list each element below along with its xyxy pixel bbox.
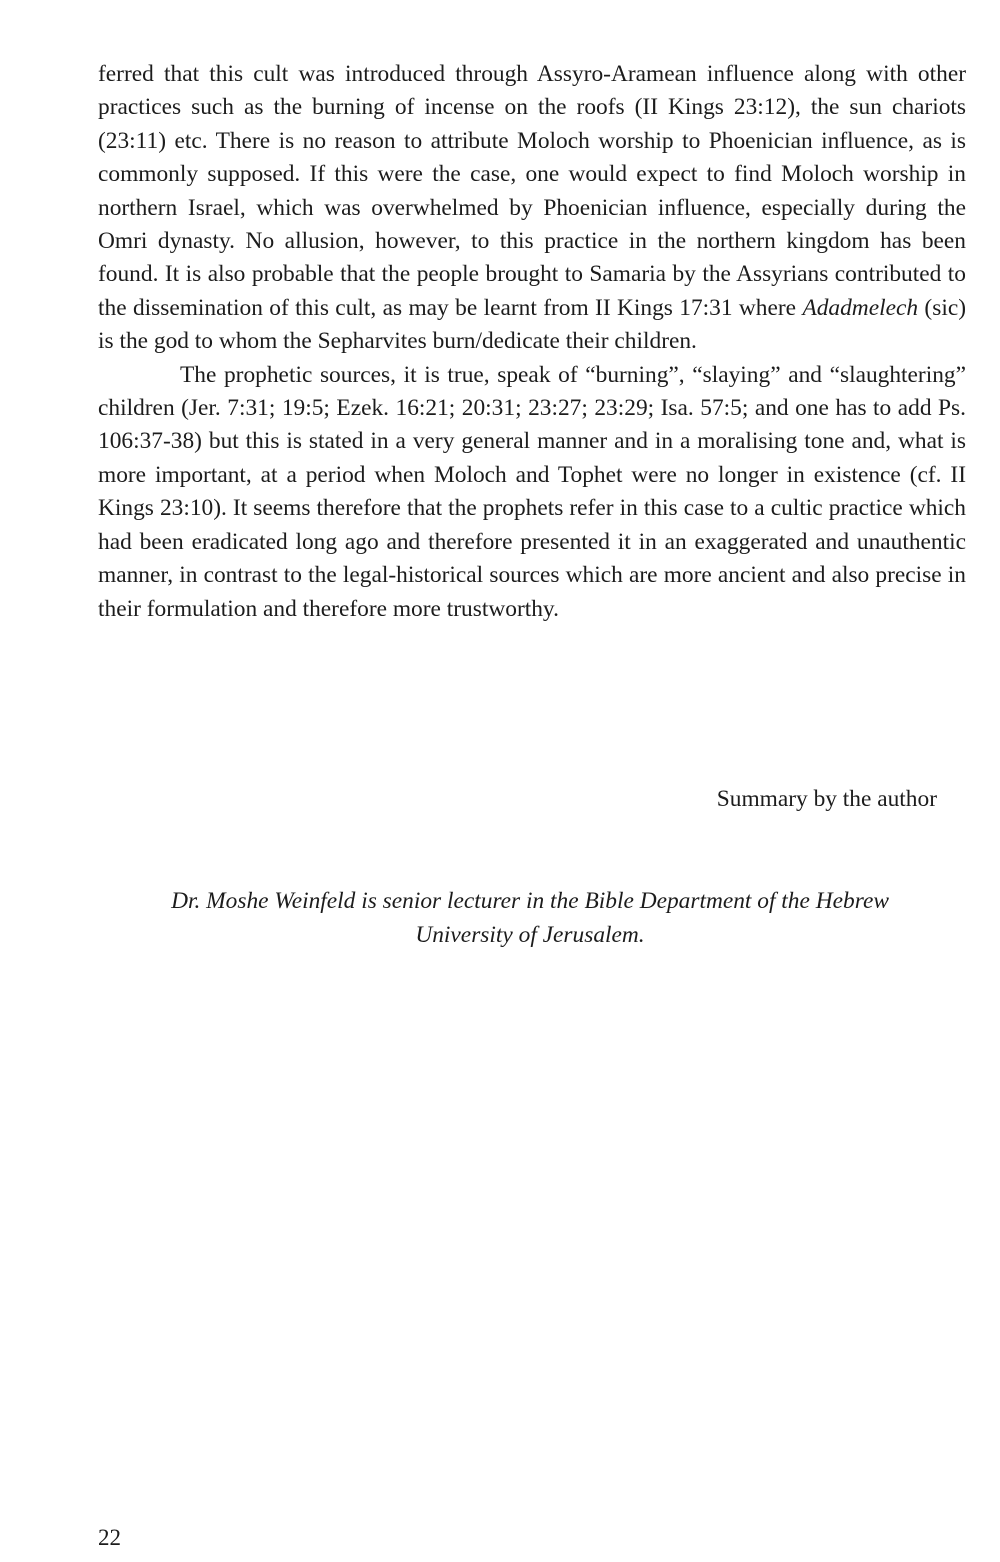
paragraph-1-text-end: (sic) is the god to whom the Sepharvites burn/dedicate their children. [98,294,966,355]
paragraph-1 [98,58,966,359]
author-note: Dr. Moshe Weinfeld is senior lecturer in the Bible Department of the Hebrew University of Jerusalem. [171,888,889,948]
italic-term: Adadmelech [802,294,919,321]
page-number: 22 [98,1525,121,1550]
paragraph-2: The prophetic sources, it is true, speak of “burning”, “slaying” and “slaughtering” children (Jer. 7:31; 19:5; Ezek. 16:21; 20:31; 23:27; 23:29; Isa. 57:5; and one has to add Ps. 106:37-38) but this is stated in a very general manner and in a moralising tone and, what is more important, at a period when Moloch and Tophet were no longer in existence (cf. II Kings 23:10). It seems therefore that the prophets refer in this case to a cultic practice which had been eradicated long ago and therefore presented it in an exaggerated and unauthentic manner, in contrast to the legal-historical sources which are more ancient and also precise in their formulation and therefore more trustworthy. [98,361,966,622]
summary-attribution: Summary by the author [716,786,937,812]
body-text [98,58,966,626]
paragraph-1-text-start: ferred that this cult was introduced through Assyro-Aramean influence along with other practices such as the burning of incense on the roofs (II Kings 23:12), the sun chariots (23:11) etc. There is no reason to attribute Moloch worship to Phoenician influence, as is commonly supposed. If this were the case, one would expect to find Moloch worship in northern Israel, which was overwhelmed by Phoenician influence, especially during the Omri dynasty. No allusion, however, to this practice in the northern kingdom has been found. It is also probable that the people brought to Samaria by the Assyrians contributed to the dissemination of this cult, as may be learnt from II Kings 17:31 where [98,61,966,321]
